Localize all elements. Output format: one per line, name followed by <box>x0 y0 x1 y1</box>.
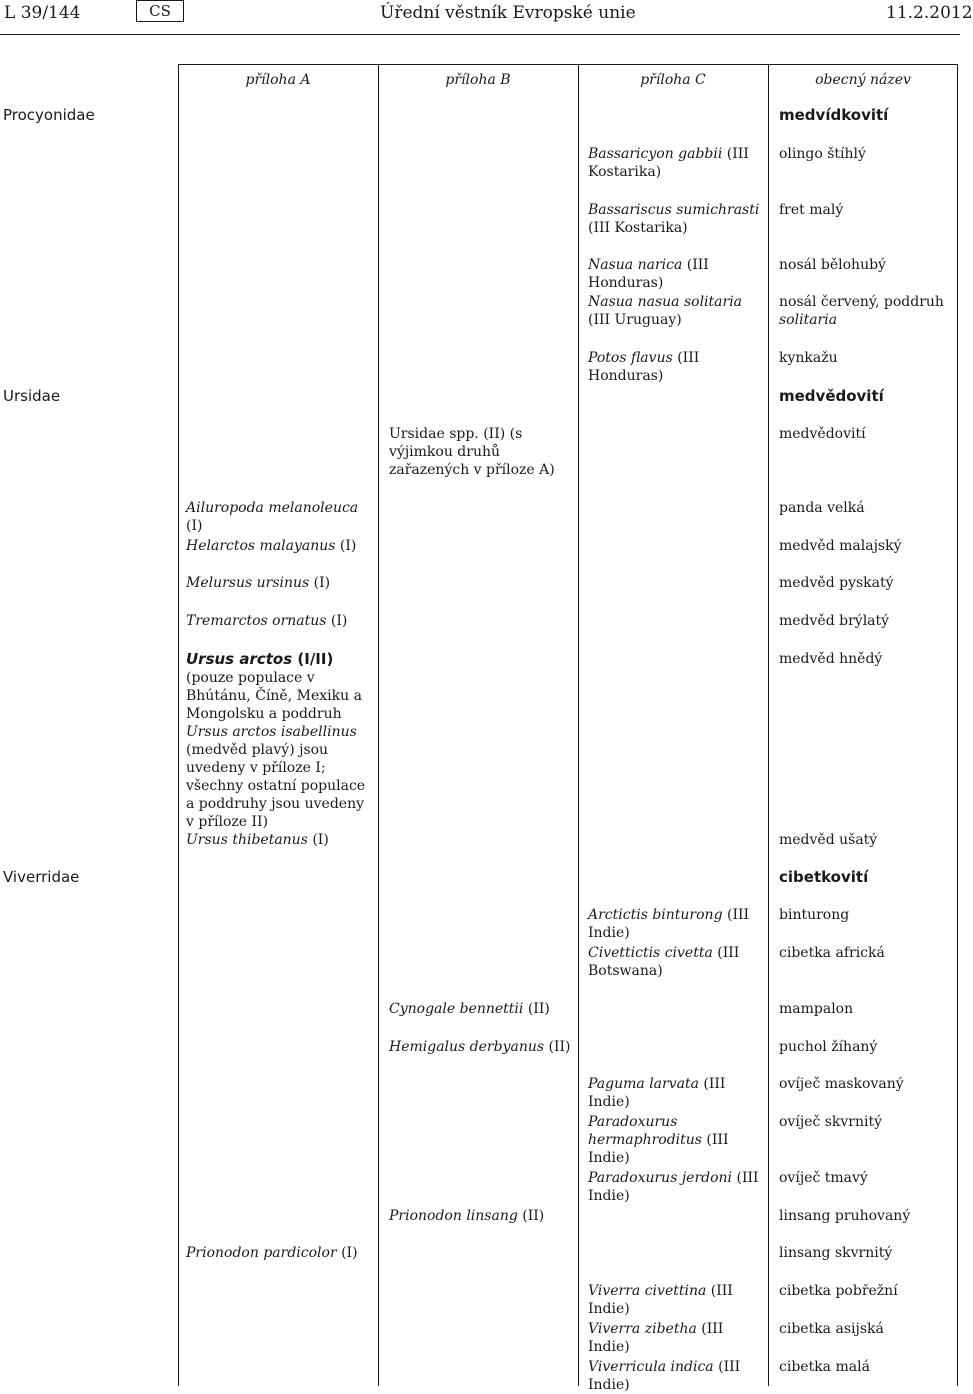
common-name: binturong <box>779 907 850 923</box>
listing-note: (I) <box>309 575 331 591</box>
column-divider <box>578 64 579 1386</box>
listing-note: (III Indie) <box>588 1170 759 1204</box>
common-name: ovíječ skvrnitý <box>779 1114 883 1130</box>
species-name: Potos flavus <box>588 350 673 366</box>
annex-a-entry <box>186 537 376 555</box>
listing-note: (III Kostarika) <box>588 146 749 180</box>
listing-note: (III Kostarika) <box>588 220 688 236</box>
common-name: medvěd brýlatý <box>779 613 890 629</box>
annex-c-entry <box>588 944 768 980</box>
species-name: Paguma larvata <box>588 1076 699 1092</box>
annex-c-entry <box>588 349 768 385</box>
listing-note: (II) <box>544 1039 571 1055</box>
listing-note: (III Indie) <box>588 1359 741 1393</box>
annex-c-entry <box>588 1282 768 1318</box>
table-top-border <box>178 64 958 65</box>
annex-c-entry <box>588 1075 768 1111</box>
species-table <box>0 64 960 1393</box>
species-name: Nasua narica <box>588 257 683 273</box>
family-name: Procyonidae <box>3 106 95 124</box>
common-name: nosál bělohubý <box>779 257 886 273</box>
listing-note: (I) <box>307 832 329 848</box>
listing-note: (II) <box>517 1208 545 1224</box>
common-name: medvěd malajský <box>779 538 902 554</box>
listing-note: (I) <box>336 1245 358 1261</box>
annex-c-entry <box>588 201 768 237</box>
listing-note: (III Honduras) <box>588 350 700 384</box>
annex-c-entry <box>588 906 768 942</box>
column-divider <box>768 64 769 1386</box>
annex-b-entry: Ursidae spp. (II) (s výjimkou druhů zařazených v příloze A) <box>389 426 555 478</box>
species-name: Viverra zibetha <box>588 1321 697 1337</box>
listing-note: (III Botswana) <box>588 945 740 979</box>
population-note: (pouze populace v Bhútánu, Číně, Mexiku a Mongolsku a poddruh <box>186 670 362 722</box>
annex-c-entry <box>588 1358 768 1394</box>
listing-note: (I) <box>326 613 348 629</box>
common-name: ovíječ tmavý <box>779 1170 868 1186</box>
species-name: Viverra civettina <box>588 1283 707 1299</box>
annex-b-entry <box>389 1207 577 1225</box>
header-rule <box>0 34 960 35</box>
listing-note: (III Indie) <box>588 1321 724 1355</box>
annex-c-entry <box>588 145 768 181</box>
species-name: Paradoxurus hermaphroditus <box>588 1114 702 1148</box>
listing-note: (III Indie) <box>588 1132 729 1166</box>
annex-a-entry <box>186 1244 376 1262</box>
common-name: linsang skvrnitý <box>779 1245 893 1261</box>
col-header-annex-c: příloha C <box>640 72 706 88</box>
common-name: panda velká <box>779 500 865 516</box>
common-name: cibetka africká <box>779 945 885 961</box>
journal-title: Úřední věstník Evropské unie <box>380 3 636 23</box>
species-name: Ursus thibetanus <box>186 832 308 848</box>
common-name: linsang pruhovaný <box>779 1208 911 1224</box>
species-name: Arctictis binturong <box>588 907 723 923</box>
annex-c-entry <box>588 1113 768 1167</box>
listing-note: (III Indie) <box>588 1283 733 1317</box>
common-name-text: nosál červený, poddruh <box>779 294 944 310</box>
species-name: Bassaricyon gabbii <box>588 146 723 162</box>
common-name: cibetka pobřežní <box>779 1283 898 1299</box>
common-name: fret malý <box>779 202 844 218</box>
common-name <box>779 293 959 329</box>
common-name: ovíječ maskovaný <box>779 1076 904 1092</box>
language-badge: CS <box>136 0 184 22</box>
common-name: olingo štíhlý <box>779 146 866 162</box>
common-name: medvěd ušatý <box>779 832 878 848</box>
species-name: Prionodon linsang <box>389 1208 518 1224</box>
species-name: Ailuropoda melanoleuca <box>186 500 359 516</box>
common-name: puchol žíhaný <box>779 1039 878 1055</box>
species-name: Helarctos malayanus <box>186 538 336 554</box>
page-number: L 39/144 <box>4 3 81 23</box>
species-name: Cynogale bennettii <box>389 1001 524 1017</box>
listing-note: (II) <box>523 1001 550 1017</box>
family-common-name: cibetkovití <box>779 868 869 886</box>
annex-a-entry <box>186 612 376 630</box>
listing-note: (I/II) <box>292 650 334 668</box>
subspecies-name: solitaria <box>779 312 838 328</box>
listing-note: (I) <box>186 518 203 534</box>
annex-c-entry <box>588 1320 768 1356</box>
common-name: medvěd hnědý <box>779 651 883 667</box>
common-name: medvěd pyskatý <box>779 575 894 591</box>
listing-note: (III Indie) <box>588 1076 726 1110</box>
column-divider <box>378 64 379 1386</box>
species-name: Nasua nasua solitaria <box>588 294 743 310</box>
species-name: Bassariscus sumichrasti <box>588 202 760 218</box>
species-name: Tremarctos ornatus <box>186 613 327 629</box>
species-name: Ursus arctos <box>186 650 293 668</box>
listing-note: (I) <box>335 538 357 554</box>
annex-c-entry <box>588 1169 768 1205</box>
common-name: kynkažu <box>779 350 838 366</box>
publication-date: 11.2.2012 <box>886 3 973 23</box>
species-name: Paradoxurus jerdoni <box>588 1170 733 1186</box>
population-note-end: (medvěd plavý) jsou uvedeny v příloze I; všechny ostatní populace a poddruhy jsou uvedeny v příloze II) <box>186 742 366 830</box>
family-common-name: medvědovití <box>779 387 884 405</box>
col-header-common-name: obecný název <box>815 72 911 88</box>
common-name: cibetka asijská <box>779 1321 884 1337</box>
annex-c-entry <box>588 256 768 292</box>
common-name: medvědovití <box>779 426 866 442</box>
listing-note: (III Honduras) <box>588 257 709 291</box>
annex-c-entry <box>588 293 768 329</box>
col-header-annex-b: příloha B <box>445 72 511 88</box>
annex-b-entry <box>389 1000 577 1018</box>
listing-note: (III Indie) <box>588 907 750 941</box>
listing-note: (III Uruguay) <box>588 312 682 328</box>
species-name: Hemigalus derbyanus <box>389 1039 545 1055</box>
subspecies-name: Ursus arctos isabellinus <box>186 724 357 740</box>
column-divider <box>178 64 179 1386</box>
annex-a-entry <box>186 650 376 831</box>
species-name: Viverricula indica <box>588 1359 714 1375</box>
species-name: Melursus ursinus <box>186 575 310 591</box>
common-name: mampalon <box>779 1001 854 1017</box>
annex-b-entry <box>389 1038 577 1056</box>
annex-a-entry <box>186 831 376 849</box>
family-common-name: medvídkovití <box>779 106 889 124</box>
family-name: Viverridae <box>3 868 80 886</box>
species-name: Prionodon pardicolor <box>186 1245 337 1261</box>
annex-a-entry <box>186 499 376 535</box>
col-header-annex-a: příloha A <box>245 72 311 88</box>
species-name: Civettictis civetta <box>588 945 713 961</box>
family-name: Ursidae <box>3 387 61 405</box>
common-name: cibetka malá <box>779 1359 870 1375</box>
annex-a-entry <box>186 574 376 592</box>
